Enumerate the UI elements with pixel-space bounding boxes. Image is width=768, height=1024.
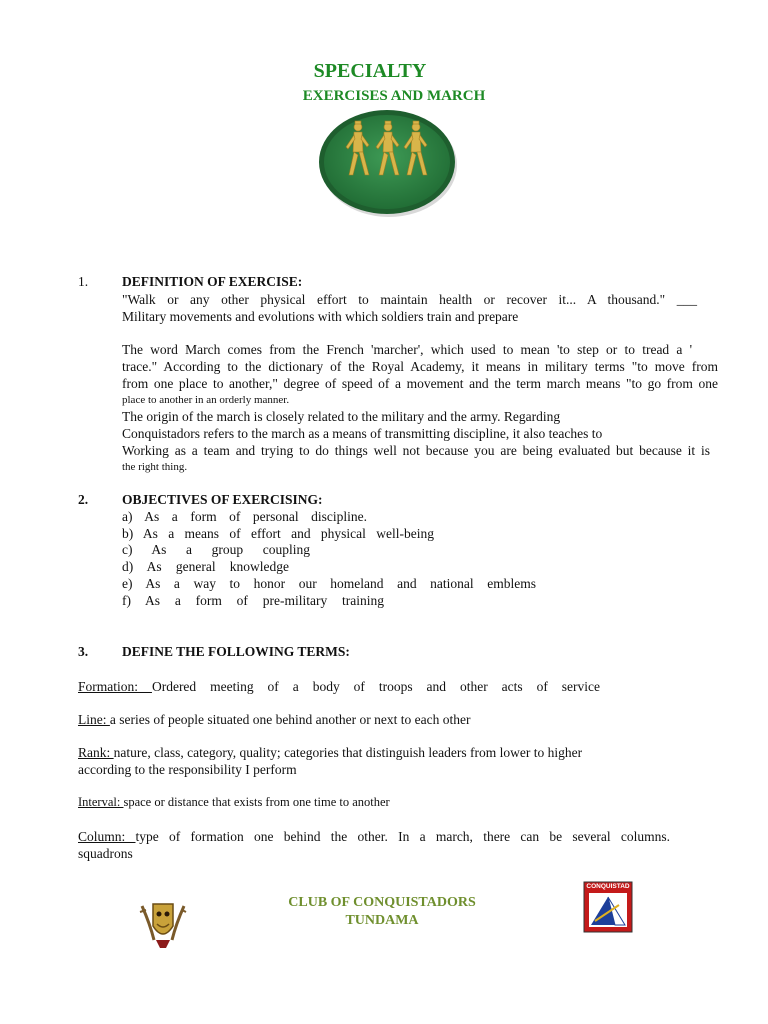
term-label: Formation: — [78, 679, 152, 694]
march-para-line: The word March comes from the French 'marcher', which used to mean 'to step or to tread a ' — [122, 342, 692, 357]
tundama-club-logo — [136, 896, 190, 950]
section-3-heading: DEFINE THE FOLLOWING TERMS: — [122, 644, 350, 659]
origin-para-line: Conquistadors refers to the march as a means of transmitting discipline, it also teaches to — [122, 426, 603, 441]
march-para-line: place to another in an orderly manner. — [122, 394, 290, 406]
term-definition: Ordered meeting of a body of troops and other acts of service — [151, 679, 600, 694]
list-item: b) As a means of effort and physical well-being — [122, 525, 434, 541]
term-definition: type of formation one behind the other. In a march, there can be several columns. — [135, 829, 670, 844]
term-definition: squadrons — [78, 846, 133, 861]
term-label: Column: — [78, 829, 136, 844]
footer-club-name: CLUB OF CONQUISTADORS — [288, 895, 476, 910]
list-item: a) As a form of personal discipline. — [122, 509, 367, 524]
page-subtitle: EXERCISES AND MARCH — [302, 88, 486, 104]
objectives-list — [122, 509, 542, 609]
march-para-line: from one place to another," degree of speed of a movement and the term march means "to go from one — [122, 376, 718, 391]
term-label: Interval: — [78, 795, 124, 809]
footer-club-subname: TUNDAMA — [345, 913, 419, 928]
term-label: Line: — [78, 712, 110, 727]
list-item: f) As a form of pre-military training — [122, 592, 384, 608]
section-1-number: 1. — [78, 274, 89, 289]
march-para-line: trace." According to the dictionary of the Royal Academy, it means in military terms "to move from — [122, 359, 718, 374]
term-line — [78, 711, 673, 728]
section-2-heading: OBJECTIVES OF EXERCISING: — [122, 492, 323, 507]
term-column — [78, 828, 670, 862]
list-item: e) As a way to honor our homeland and national emblems — [122, 575, 536, 591]
term-definition: nature, class, category, quality; categories that distinguish leaders from lower to higher — [113, 745, 583, 760]
origin-para-line: Working as a team and trying to do things well not because you are being evaluated but because it is — [122, 443, 710, 458]
list-item: d) As general knowledge — [122, 559, 289, 575]
section-2-number: 2. — [78, 492, 89, 507]
section-1-origin-paragraph — [122, 408, 718, 476]
term-formation — [78, 678, 600, 695]
term-definition: according to the responsibility I perform — [78, 762, 297, 777]
term-label: Rank: — [78, 745, 114, 760]
section-1-definition — [122, 291, 718, 325]
origin-para-line: The origin of the march is closely related to the military and the army. Regarding — [122, 409, 561, 424]
section-3-number: 3. — [78, 644, 89, 659]
definition-quote-line: "Walk or any other physical effort to maintain health or recover it... A thousand." ___ — [122, 292, 697, 307]
origin-para-line: the right thing. — [122, 461, 188, 473]
march-specialty-badge — [318, 107, 458, 219]
term-rank — [78, 744, 673, 778]
definition-military-line: Military movements and evolutions with which soldiers train and prepare — [122, 309, 519, 324]
conquistadores-logo-label: CONQUISTAD — [586, 883, 630, 890]
term-definition: a series of people situated one behind another or next to each other — [109, 712, 471, 727]
section-1-march-paragraph — [122, 341, 718, 409]
page-title: SPECIALTY — [313, 60, 427, 82]
term-interval — [78, 794, 673, 811]
term-definition: space or distance that exists from one time to another — [123, 795, 390, 809]
section-1-heading: DEFINITION OF EXERCISE: — [122, 274, 303, 289]
list-item: c) As a group coupling — [122, 542, 310, 558]
